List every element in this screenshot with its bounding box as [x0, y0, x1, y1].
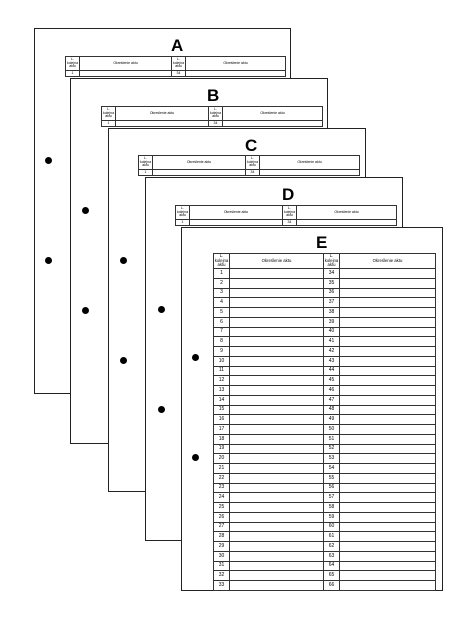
col-lp-header: L. kolejna aktu: [172, 57, 186, 71]
register-table: [213, 253, 436, 591]
row-number: 19: [214, 444, 230, 454]
desc-cell: [230, 395, 324, 405]
row-number: 41: [324, 337, 340, 347]
desc-cell: [340, 298, 436, 308]
desc-cell: [230, 473, 324, 483]
row-number: 35: [324, 278, 340, 288]
col-desc-header: Określenie aktu: [190, 206, 283, 220]
binder-hole: [158, 406, 165, 413]
desc-cell: [230, 493, 324, 503]
desc-cell: [340, 464, 436, 474]
sheet-e: [181, 227, 443, 591]
binder-hole: [45, 157, 52, 164]
table-row: [214, 308, 436, 318]
desc-cell: [230, 512, 324, 522]
col-lp-header: L. kolejna aktu: [246, 156, 260, 170]
row-number: 31: [214, 561, 230, 571]
desc-cell: [340, 308, 436, 318]
desc-cell: [230, 386, 324, 396]
desc-cell: [340, 327, 436, 337]
table-row: [214, 425, 436, 435]
binder-hole: [120, 257, 127, 264]
sheet-letter: C: [245, 136, 258, 155]
row-number: 49: [324, 415, 340, 425]
desc-cell: [340, 503, 436, 513]
desc-cell: [340, 288, 436, 298]
row-number: 15: [214, 405, 230, 415]
row-number: 13: [214, 386, 230, 396]
row-number: 1: [214, 269, 230, 279]
row-number: 34: [172, 71, 186, 77]
col-desc-header: Określenie aktu: [153, 156, 246, 170]
row-number: 52: [324, 444, 340, 454]
col-lp-header: L. kolejna aktu: [214, 253, 229, 268]
col-desc-header: Określenie aktu: [230, 254, 324, 269]
col-lp-header: L. kolejna aktu: [102, 107, 116, 121]
table-row: [214, 386, 436, 396]
desc-cell: [230, 356, 324, 366]
desc-cell: [340, 395, 436, 405]
table-row: [214, 532, 436, 542]
row-number: 62: [324, 542, 340, 552]
row-number: 34: [324, 269, 340, 279]
row-number: 50: [324, 425, 340, 435]
table-row: [214, 512, 436, 522]
desc-cell: [340, 551, 436, 561]
table-row: [214, 347, 436, 357]
table-row: [214, 464, 436, 474]
row-number: 6: [214, 317, 230, 327]
row-number: 63: [324, 551, 340, 561]
binder-hole: [158, 306, 165, 313]
desc-cell: [340, 366, 436, 376]
row-number: 4: [214, 298, 230, 308]
table-row: [214, 542, 436, 552]
row-number: 12: [214, 376, 230, 386]
row-number: 38: [324, 308, 340, 318]
row-number: 25: [214, 503, 230, 513]
row-number: 39: [324, 317, 340, 327]
desc-cell: [230, 376, 324, 386]
row-number: 5: [214, 308, 230, 318]
sheet-letter: D: [282, 185, 295, 204]
desc-cell: [340, 278, 436, 288]
row-number: 21: [214, 464, 230, 474]
row-number: 45: [324, 376, 340, 386]
table-row: [214, 551, 436, 561]
row-number: 10: [214, 356, 230, 366]
desc-cell: [340, 444, 436, 454]
desc-cell: [230, 571, 324, 581]
table-row: [214, 278, 436, 288]
table-row: [214, 395, 436, 405]
binder-hole: [192, 354, 199, 361]
row-number: 14: [214, 395, 230, 405]
desc-cell: [340, 473, 436, 483]
row-number: 17: [214, 425, 230, 435]
row-number: 58: [324, 503, 340, 513]
desc-cell: [340, 347, 436, 357]
desc-cell: [340, 493, 436, 503]
table-row: [214, 288, 436, 298]
table-row: [214, 327, 436, 337]
col-lp-header: L. kolejna aktu: [209, 107, 223, 121]
col-desc-header: Określenie aktu: [297, 206, 397, 220]
desc-cell: [230, 503, 324, 513]
row-number: 34: [283, 220, 297, 226]
col-desc-header: Określenie aktu: [340, 254, 436, 269]
row-number: 20: [214, 454, 230, 464]
row-number: 47: [324, 395, 340, 405]
row-number: 36: [324, 288, 340, 298]
row-number: 56: [324, 483, 340, 493]
desc-cell: [340, 376, 436, 386]
binder-hole: [82, 307, 89, 314]
row-number: 29: [214, 542, 230, 552]
table-row: [214, 317, 436, 327]
sheet-letter: E: [316, 233, 328, 252]
table-row: [214, 581, 436, 591]
table-row: [214, 522, 436, 532]
desc-cell: [230, 278, 324, 288]
row-number: 27: [214, 522, 230, 532]
row-number: 3: [214, 288, 230, 298]
row-number: 30: [214, 551, 230, 561]
desc-cell: [230, 542, 324, 552]
row-number: 65: [324, 571, 340, 581]
register-table: [138, 155, 360, 176]
col-lp-header: L. kolejna aktu: [66, 57, 80, 71]
desc-cell: [340, 405, 436, 415]
desc-cell: [230, 425, 324, 435]
desc-cell: [340, 512, 436, 522]
desc-cell: [340, 454, 436, 464]
desc-cell: [230, 308, 324, 318]
desc-cell: [340, 561, 436, 571]
row-number: 2: [214, 278, 230, 288]
row-number: 1: [176, 220, 190, 226]
table-row: [214, 473, 436, 483]
desc-cell: [230, 561, 324, 571]
sheet-letter: A: [171, 36, 184, 55]
binder-hole: [82, 207, 89, 214]
row-number: 34: [209, 121, 223, 127]
table-row: [214, 415, 436, 425]
desc-cell: [340, 542, 436, 552]
desc-cell: [340, 415, 436, 425]
desc-cell: [230, 483, 324, 493]
desc-cell: [230, 415, 324, 425]
col-desc-header: Określenie aktu: [116, 107, 209, 121]
col-lp-header: L. kolejna aktu: [324, 253, 339, 268]
row-number: 48: [324, 405, 340, 415]
row-number: 26: [214, 512, 230, 522]
sheet-letter: B: [207, 86, 220, 105]
table-row: [214, 337, 436, 347]
desc-cell: [230, 337, 324, 347]
row-number: 34: [246, 170, 260, 176]
row-number: 55: [324, 473, 340, 483]
row-number: 42: [324, 347, 340, 357]
row-number: 18: [214, 434, 230, 444]
row-number: 64: [324, 561, 340, 571]
col-desc-header: Określenie aktu: [223, 107, 323, 121]
desc-cell: [230, 522, 324, 532]
row-number: 33: [214, 581, 230, 591]
desc-cell: [230, 551, 324, 561]
table-row: [214, 571, 436, 581]
row-number: 43: [324, 356, 340, 366]
row-number: 28: [214, 532, 230, 542]
row-number: 46: [324, 386, 340, 396]
desc-cell: [230, 317, 324, 327]
table-row: [214, 298, 436, 308]
table-row: [214, 269, 436, 279]
row-number: 9: [214, 347, 230, 357]
table-row: [214, 454, 436, 464]
desc-cell: [230, 464, 324, 474]
table-row: [214, 503, 436, 513]
desc-cell: [230, 444, 324, 454]
row-number: 1: [139, 170, 153, 176]
col-desc-header: Określenie aktu: [186, 57, 286, 71]
col-desc-header: Określenie aktu: [80, 57, 172, 71]
desc-cell: [340, 532, 436, 542]
register-table: [175, 205, 397, 226]
desc-cell: [340, 483, 436, 493]
register-rows: [214, 269, 436, 591]
row-number: 44: [324, 366, 340, 376]
row-number: 1: [102, 121, 116, 127]
row-number: 59: [324, 512, 340, 522]
table-row: [214, 483, 436, 493]
desc-cell: [340, 269, 436, 279]
col-lp-header: L. kolejna aktu: [176, 206, 190, 220]
row-number: 24: [214, 493, 230, 503]
desc-cell: [230, 327, 324, 337]
table-row: [214, 376, 436, 386]
desc-cell: [230, 532, 324, 542]
desc-cell: [340, 425, 436, 435]
desc-cell: [230, 269, 324, 279]
desc-cell: [340, 356, 436, 366]
desc-cell: [340, 317, 436, 327]
table-row: [214, 366, 436, 376]
row-number: 60: [324, 522, 340, 532]
binder-hole: [45, 257, 52, 264]
row-number: 23: [214, 483, 230, 493]
desc-cell: [340, 386, 436, 396]
row-number: 61: [324, 532, 340, 542]
col-lp-header: L. kolejna aktu: [139, 156, 153, 170]
row-number: 53: [324, 454, 340, 464]
row-number: 66: [324, 581, 340, 591]
table-row: [214, 405, 436, 415]
table-row: [214, 561, 436, 571]
table-row: [214, 493, 436, 503]
desc-cell: [340, 571, 436, 581]
desc-cell: [230, 405, 324, 415]
desc-cell: [230, 298, 324, 308]
row-number: 7: [214, 327, 230, 337]
row-number: 11: [214, 366, 230, 376]
desc-cell: [340, 581, 436, 591]
register-table: [65, 56, 286, 77]
row-number: 22: [214, 473, 230, 483]
desc-cell: [230, 581, 324, 591]
desc-cell: [230, 454, 324, 464]
desc-cell: [340, 337, 436, 347]
desc-cell: [230, 434, 324, 444]
table-row: [214, 434, 436, 444]
row-number: 8: [214, 337, 230, 347]
col-lp-header: L. kolejna aktu: [283, 206, 297, 220]
table-row: [214, 444, 436, 454]
table-row: [214, 356, 436, 366]
row-number: 40: [324, 327, 340, 337]
row-number: 1: [66, 71, 80, 77]
row-number: 16: [214, 415, 230, 425]
row-number: 37: [324, 298, 340, 308]
col-desc-header: Określenie aktu: [260, 156, 360, 170]
row-number: 51: [324, 434, 340, 444]
desc-cell: [340, 522, 436, 532]
row-number: 57: [324, 493, 340, 503]
desc-cell: [230, 366, 324, 376]
binder-hole: [192, 454, 199, 461]
register-table: [101, 106, 323, 127]
row-number: 32: [214, 571, 230, 581]
row-number: 54: [324, 464, 340, 474]
binder-hole: [120, 357, 127, 364]
desc-cell: [230, 347, 324, 357]
desc-cell: [230, 288, 324, 298]
desc-cell: [340, 434, 436, 444]
